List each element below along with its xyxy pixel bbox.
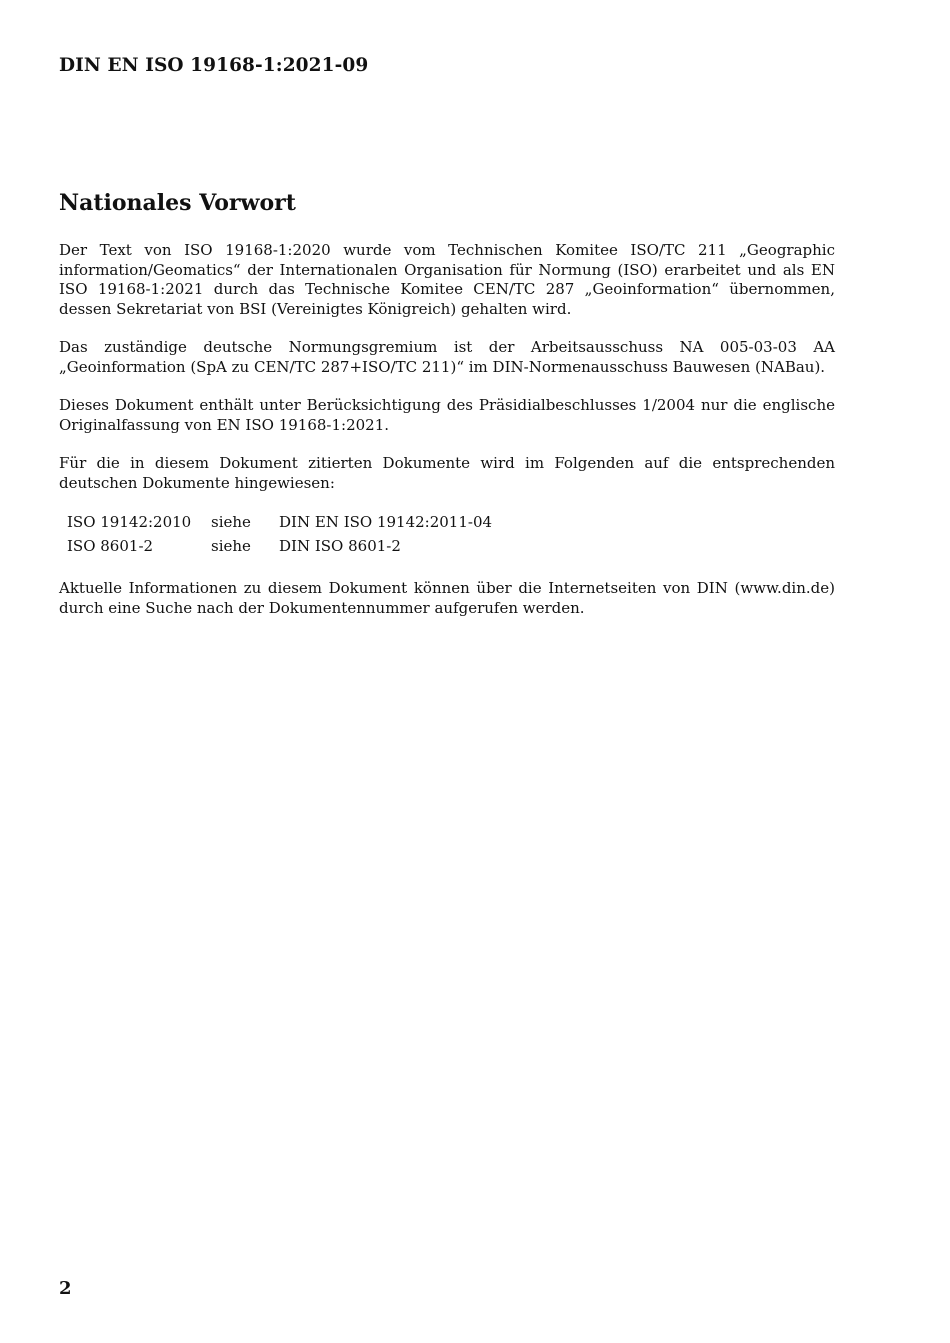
page-title: Nationales Vorwort xyxy=(59,190,296,216)
reference-source: ISO 19142:2010 xyxy=(67,513,192,532)
reference-relation: siehe xyxy=(211,537,251,556)
main-content xyxy=(59,190,835,637)
paragraph-language: Dieses Dokument enthält unter Berücksichtigung des Präsidialbeschlusses 1/2004 nur die englische Originalfassung von EN ISO 19168-1:2021. xyxy=(59,396,835,434)
reference-target: DIN ISO 8601-2 xyxy=(279,537,401,556)
page-number: 2 xyxy=(59,1278,72,1299)
document-header-id: DIN EN ISO 19168-1:2021-09 xyxy=(59,55,369,76)
table-row xyxy=(67,513,492,537)
paragraph-origin: Der Text von ISO 19168-1:2020 wurde vom Technischen Komitee ISO/TC 211 „Geographic information/Geomatics“ der Internationalen Organisation für Normung (ISO) erarbeitet und als EN ISO 19168-1:2021 durch das Technische Komitee CEN/TC 287 „Geoinformation“ übernommen, dessen Sekretariat von BSI (Vereinigtes Königreich) gehalten wird. xyxy=(59,241,835,318)
table-row xyxy=(67,537,492,561)
reference-table xyxy=(67,513,492,561)
paragraph-references-intro: Für die in diesem Dokument zitierten Dokumente wird im Folgenden auf die entsprechenden deutschen Dokumente hingewiesen: xyxy=(59,454,835,492)
paragraph-closing: Aktuelle Informationen zu diesem Dokument können über die Internetseiten von DIN (www.din.de) durch eine Suche nach der Dokumentennummer aufgerufen werden. xyxy=(59,579,835,617)
reference-source: ISO 8601-2 xyxy=(67,537,154,556)
reference-target: DIN EN ISO 19142:2011-04 xyxy=(279,513,493,532)
reference-relation: siehe xyxy=(211,513,251,532)
paragraph-committee: Das zuständige deutsche Normungsgremium ist der Arbeitsausschuss NA 005-03-03 AA „Geoinformation (SpA zu CEN/TC 287+ISO/TC 211)“ im DIN-Normenausschuss Bauwesen (NABau). xyxy=(59,338,835,376)
